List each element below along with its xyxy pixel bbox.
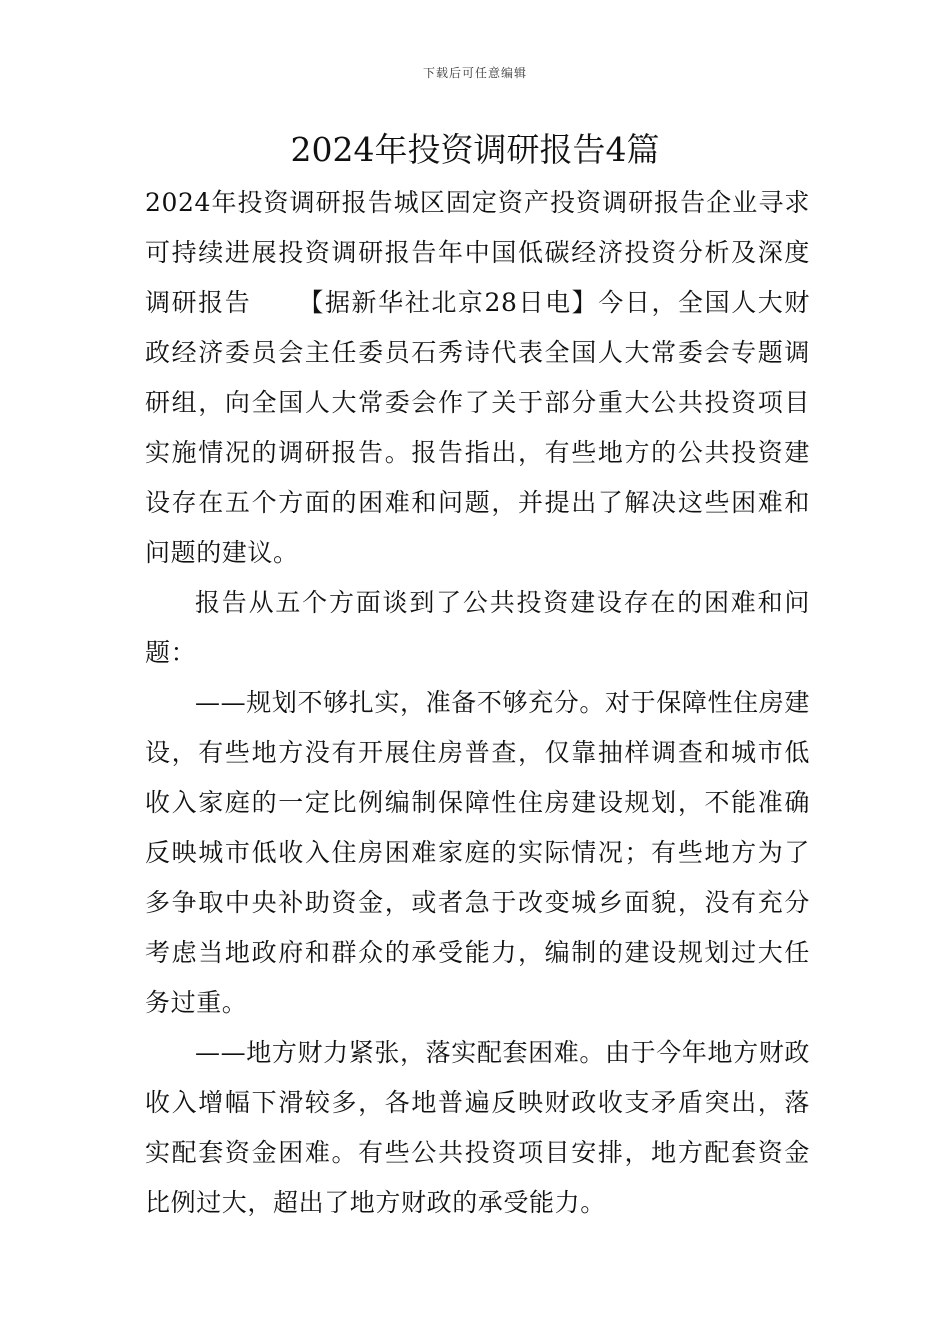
body-paragraph-3: ——地方财力紧张，落实配套困难。由于今年地方财政收入增幅下滑较多，各地普遍反映财政收支矛盾突出，落实配套资金困难。有些公共投资项目安排，地方配套资金比例过大，超出了地方财政的承受能力。 — [145, 1038, 810, 1217]
document-title: 2024年投资调研报告4篇 — [290, 130, 660, 169]
intro-paragraph — [145, 178, 810, 578]
body-paragraph-2: ——规划不够扎实，准备不够充分。对于保障性住房建设，有些地方没有开展住房普查，仅靠抽样调查和城市低收入家庭的一定比例编制保障性住房建设规划，不能准确反映城市低收入住房困难家庭的实际情况；有些地方为了多争取中央补助资金，或者急于改变城乡面貌，没有充分考虑当地政府和群众的承受能力，编制的建设规划过大任务过重。 — [145, 688, 810, 1017]
intro-text-part1: 2024年投资调研报告城区固定资产投资调研报告企业寻求可持续进展投资调研报告年中国低碳经济投资分析及深度调研报告 — [145, 188, 810, 317]
intro-text-part2: 【据新华社北京28日电】今日，全国人大财政经济委员会主任委员石秀诗代表全国人大常委会专题调研组，向全国人大常委会作了关于部分重大公共投资项目实施情况的调研报告。报告指出，有些地方的公共投资建设存在五个方面的困难和问题，并提出了解决这些困难和问题的建议。 — [145, 288, 810, 567]
body-paragraph-1: 报告从五个方面谈到了公共投资建设存在的困难和问题： — [145, 588, 810, 667]
document-body — [145, 178, 810, 1228]
header-note: 下载后可任意编辑 — [422, 66, 527, 80]
